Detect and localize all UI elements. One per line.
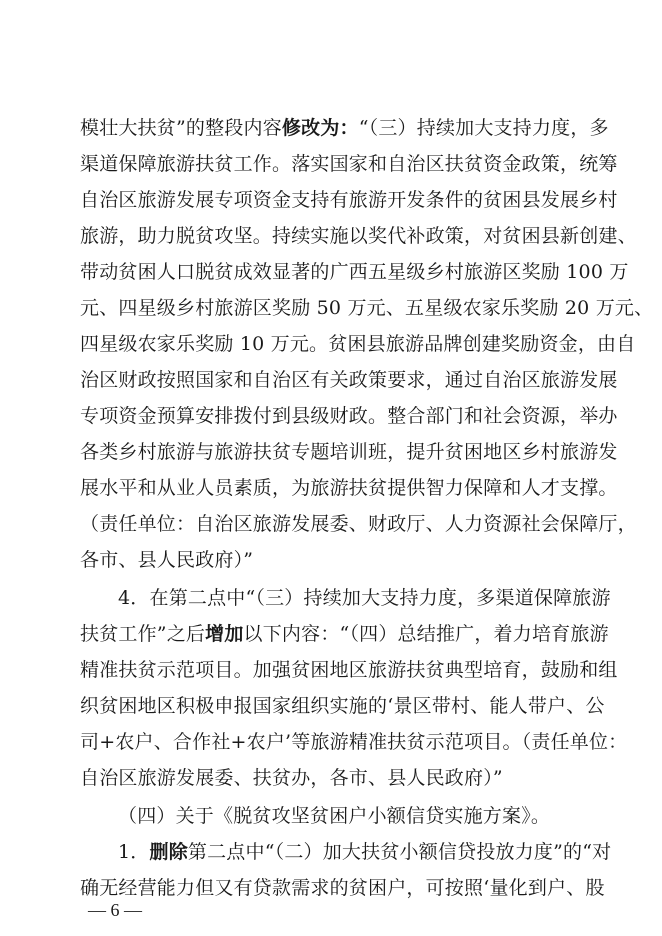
paragraph-line-4: 旅游，助力脱贫攻坚。持续实施以奖代补政策，对贫困县新创建、	[80, 225, 637, 247]
line-text: 第二点中“（二）加大扶贫小额信贷投放力度”的“对	[187, 841, 612, 863]
line-text: 模壮大扶贫”的整段内容	[80, 117, 282, 139]
line-text: 1．	[118, 841, 150, 863]
page-number: — 6 —	[88, 900, 142, 920]
paragraph-line-15	[80, 616, 609, 652]
line-text: “（三）持续加大支持力度，多	[358, 117, 609, 139]
paragraph-line-22: 确无经营能力但又有贷款需求的贫困户，可按照‘量化到户、股	[80, 877, 605, 899]
paragraph-line-11: 展水平和从业人员素质，为旅游扶贫提供智力保障和人才支撑。	[80, 477, 618, 499]
paragraph-line-7: 四星级农家乐奖励 10 万元。贫困县旅游品牌创建奖励资金，由自	[80, 333, 636, 355]
line-text: 以下内容：“（四）总结推广，着力培育旅游	[243, 623, 609, 645]
paragraph-line-2: 渠道保障旅游扶贫工作。落实国家和自治区扶贫资金政策，统筹	[80, 153, 618, 175]
paragraph-line-14	[118, 580, 611, 616]
bold-phrase-delete: 删除	[149, 841, 188, 863]
section-heading-4: （四）关于《脱贫攻坚贫困户小额信贷实施方案》。	[118, 805, 551, 827]
paragraph-line-9: 专项资金预算安排拨付到县级财政。整合部门和社会资源，举办	[80, 405, 618, 427]
paragraph-line-1	[80, 110, 609, 146]
paragraph-line-21	[118, 834, 612, 870]
paragraph-line-6: 元、四星级乡村旅游区奖励 50 万元、五星级农家乐奖励 20 万元、	[80, 297, 654, 319]
paragraph-line-10: 各类乡村旅游与旅游扶贫专题培训班，提升贫困地区乡村旅游发	[80, 441, 618, 463]
paragraph-line-13: 各市、县人民政府）”	[80, 549, 254, 571]
paragraph-line-16: 精准扶贫示范项目。加强贫困地区旅游扶贫典型培育，鼓励和组	[80, 659, 618, 681]
line-text: 扶贫工作”之后	[80, 623, 206, 645]
paragraph-line-8: 治区财政按照国家和自治区有关政策要求，通过自治区旅游发展	[80, 369, 618, 391]
bold-phrase-add: 增加	[205, 623, 244, 645]
line-text: 4．在第二点中“（三）持续加大支持力度，多渠道保障旅游	[118, 587, 611, 609]
paragraph-line-5: 带动贫困人口脱贫成效显著的广西五星级乡村旅游区奖励 100 万	[80, 261, 629, 283]
paragraph-line-17: 织贫困地区积极申报国家组织实施的‘景区带村、能人带户、公	[80, 695, 605, 717]
paragraph-line-19: 自治区旅游发展委、扶贫办，各市、县人民政府）”	[80, 767, 503, 789]
paragraph-line-12: （责任单位：自治区旅游发展委、财政厅、人力资源社会保障厅，	[80, 513, 637, 535]
paragraph-line-18: 司+农户、合作社+农户’等旅游精准扶贫示范项目。（责任单位：	[80, 731, 628, 753]
bold-phrase-modify: 修改为：	[281, 117, 359, 139]
paragraph-line-3: 自治区旅游发展专项资金支持有旅游开发条件的贫困县发展乡村	[80, 189, 618, 211]
